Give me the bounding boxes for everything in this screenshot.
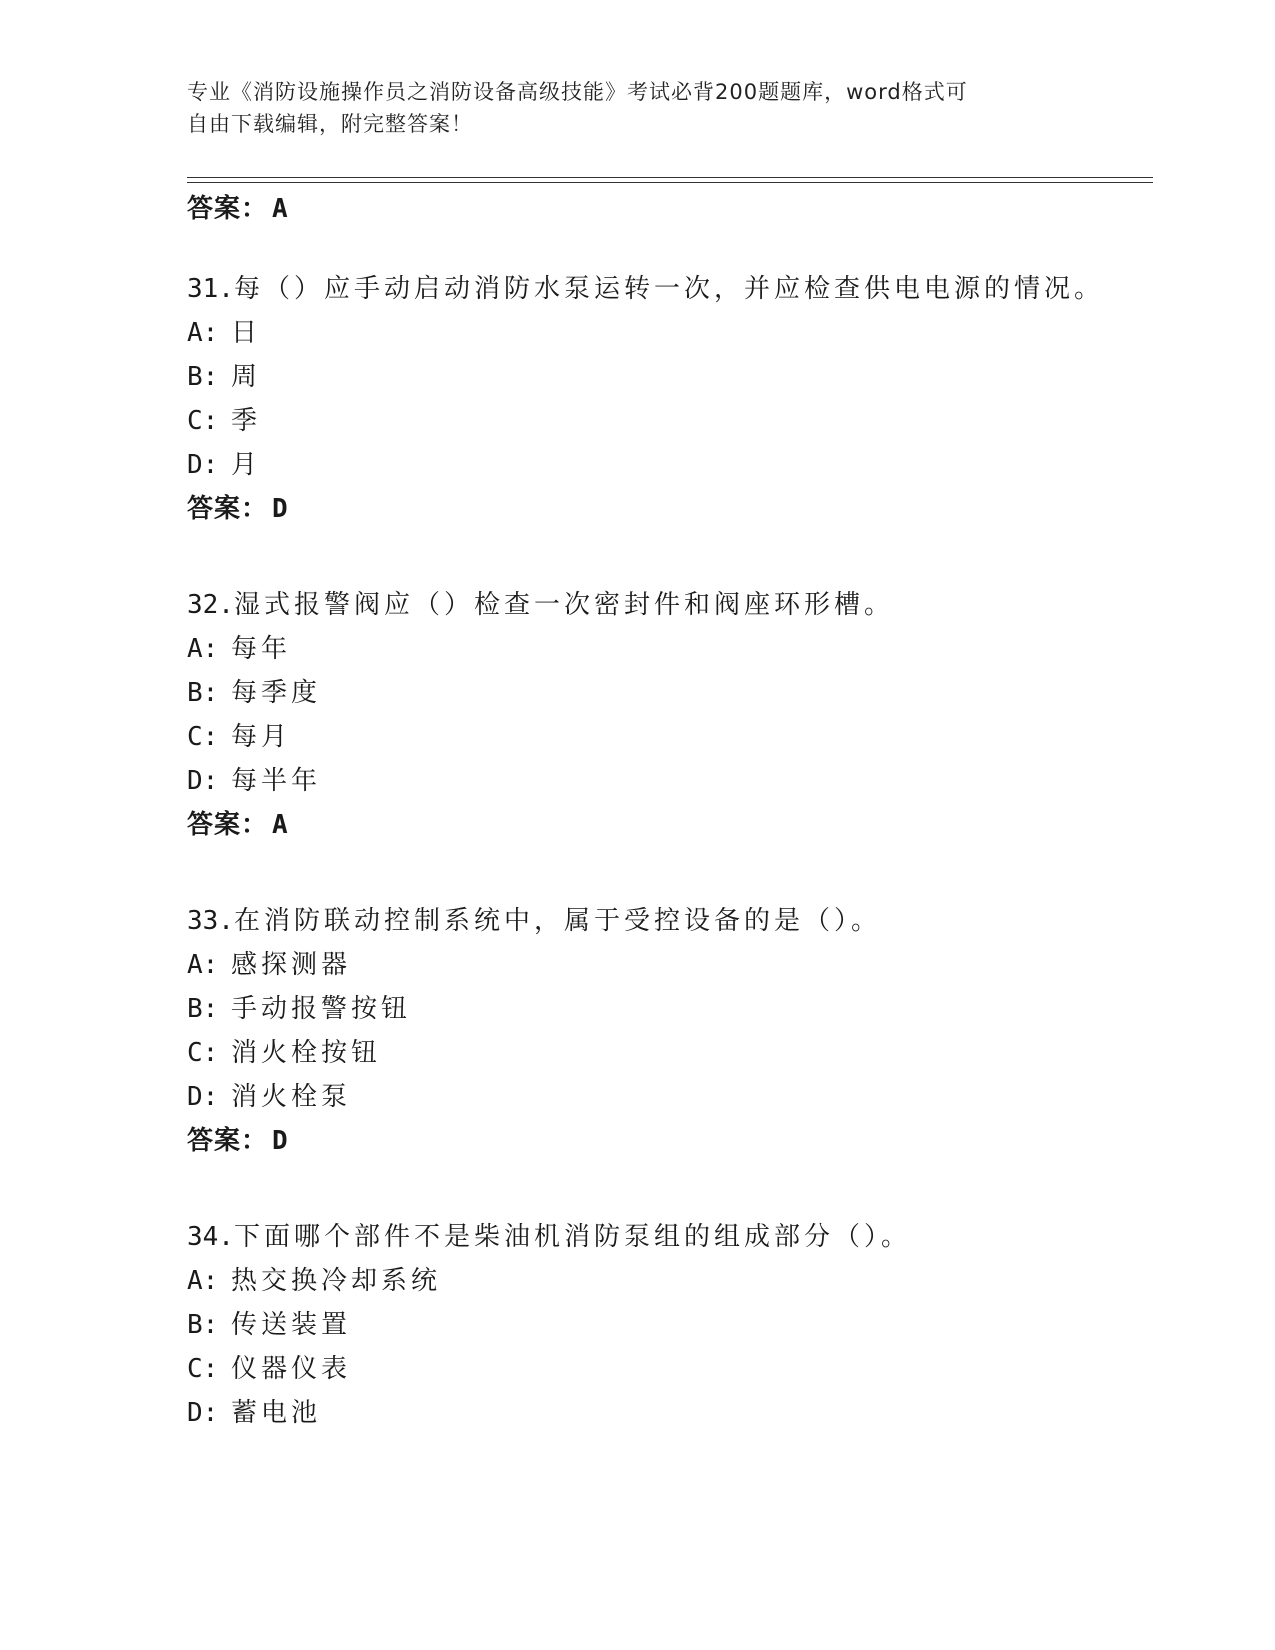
option-text: 感探测器 [231, 950, 352, 980]
q31-option-a [187, 316, 261, 350]
question-number: 31. [187, 274, 234, 304]
q34-option-c [187, 1352, 351, 1386]
option-text: 月 [231, 450, 262, 480]
header-line-2: 自由下载编辑，附完整答案！ [187, 112, 473, 136]
q32-option-c [187, 720, 291, 754]
option-text: 每月 [231, 722, 292, 752]
option-key: B: [187, 678, 219, 708]
q33-option-d [187, 1080, 351, 1114]
answer-value: A [272, 810, 289, 840]
question-text: 每（）应手动启动消防水泵运转一次，并应检查供电电源的情况。 [233, 274, 1104, 304]
q34-option-b [187, 1308, 351, 1342]
q32-option-b [187, 676, 321, 710]
option-text: 每半年 [231, 766, 322, 796]
q31-option-c [187, 404, 261, 438]
option-text: 每季度 [231, 678, 322, 708]
option-key: B: [187, 994, 219, 1024]
answer-value: A [272, 194, 289, 224]
option-key: D: [187, 1398, 219, 1428]
answer-label: 答案： [187, 810, 269, 840]
option-key: B: [187, 1310, 219, 1340]
header-rule-bottom [187, 182, 1153, 183]
q32-answer [187, 808, 289, 842]
option-key: C: [187, 1038, 219, 1068]
option-text: 消火栓按钮 [231, 1038, 382, 1068]
option-text: 周 [231, 362, 262, 392]
question-text: 湿式报警阀应（）检查一次密封件和阀座环形槽。 [233, 590, 894, 620]
option-text: 手动报警按钮 [231, 994, 412, 1024]
option-key: D: [187, 766, 219, 796]
q34-option-d [187, 1396, 321, 1430]
option-key: B: [187, 362, 219, 392]
answer-label: 答案： [187, 494, 269, 524]
answer-value: D [272, 494, 289, 524]
question-text: 在消防联动控制系统中，属于受控设备的是（）。 [233, 906, 881, 936]
option-text: 传送装置 [231, 1310, 352, 1340]
option-key: C: [187, 1354, 219, 1384]
option-text: 蓄电池 [231, 1398, 322, 1428]
q31-option-d [187, 448, 261, 482]
answer-label: 答案： [187, 194, 269, 224]
document-header [187, 76, 1087, 140]
option-text: 仪器仪表 [231, 1354, 352, 1384]
q31-answer [187, 492, 289, 526]
q32-option-a [187, 632, 291, 666]
question-32 [187, 588, 894, 622]
option-key: A: [187, 950, 219, 980]
option-key: A: [187, 634, 219, 664]
q33-option-a [187, 948, 351, 982]
question-33 [187, 904, 881, 938]
question-number: 33. [187, 906, 234, 936]
header-rule-top [187, 177, 1153, 178]
option-key: D: [187, 450, 219, 480]
q33-option-c [187, 1036, 381, 1070]
q33-option-b [187, 992, 411, 1026]
option-key: A: [187, 1266, 219, 1296]
option-key: D: [187, 1082, 219, 1112]
option-key: A: [187, 318, 219, 348]
q32-option-d [187, 764, 321, 798]
option-key: C: [187, 406, 219, 436]
q34-option-a [187, 1264, 441, 1298]
option-text: 季 [231, 406, 262, 436]
option-key: C: [187, 722, 219, 752]
option-text: 日 [231, 318, 262, 348]
answer-label: 答案： [187, 1126, 269, 1156]
q31-option-b [187, 360, 261, 394]
question-number: 34. [187, 1222, 234, 1252]
q33-answer [187, 1124, 289, 1158]
question-34 [187, 1220, 911, 1254]
header-line-1: 专业《消防设施操作员之消防设备高级技能》考试必背200题题库，word格式可 [187, 80, 968, 104]
question-number: 32. [187, 590, 234, 620]
option-text: 每年 [231, 634, 292, 664]
answer-value: D [272, 1126, 289, 1156]
option-text: 热交换冷却系统 [231, 1266, 442, 1296]
option-text: 消火栓泵 [231, 1082, 352, 1112]
question-31 [187, 272, 1104, 306]
question-text: 下面哪个部件不是柴油机消防泵组的组成部分（）。 [233, 1222, 911, 1252]
answer-prev [187, 192, 289, 226]
